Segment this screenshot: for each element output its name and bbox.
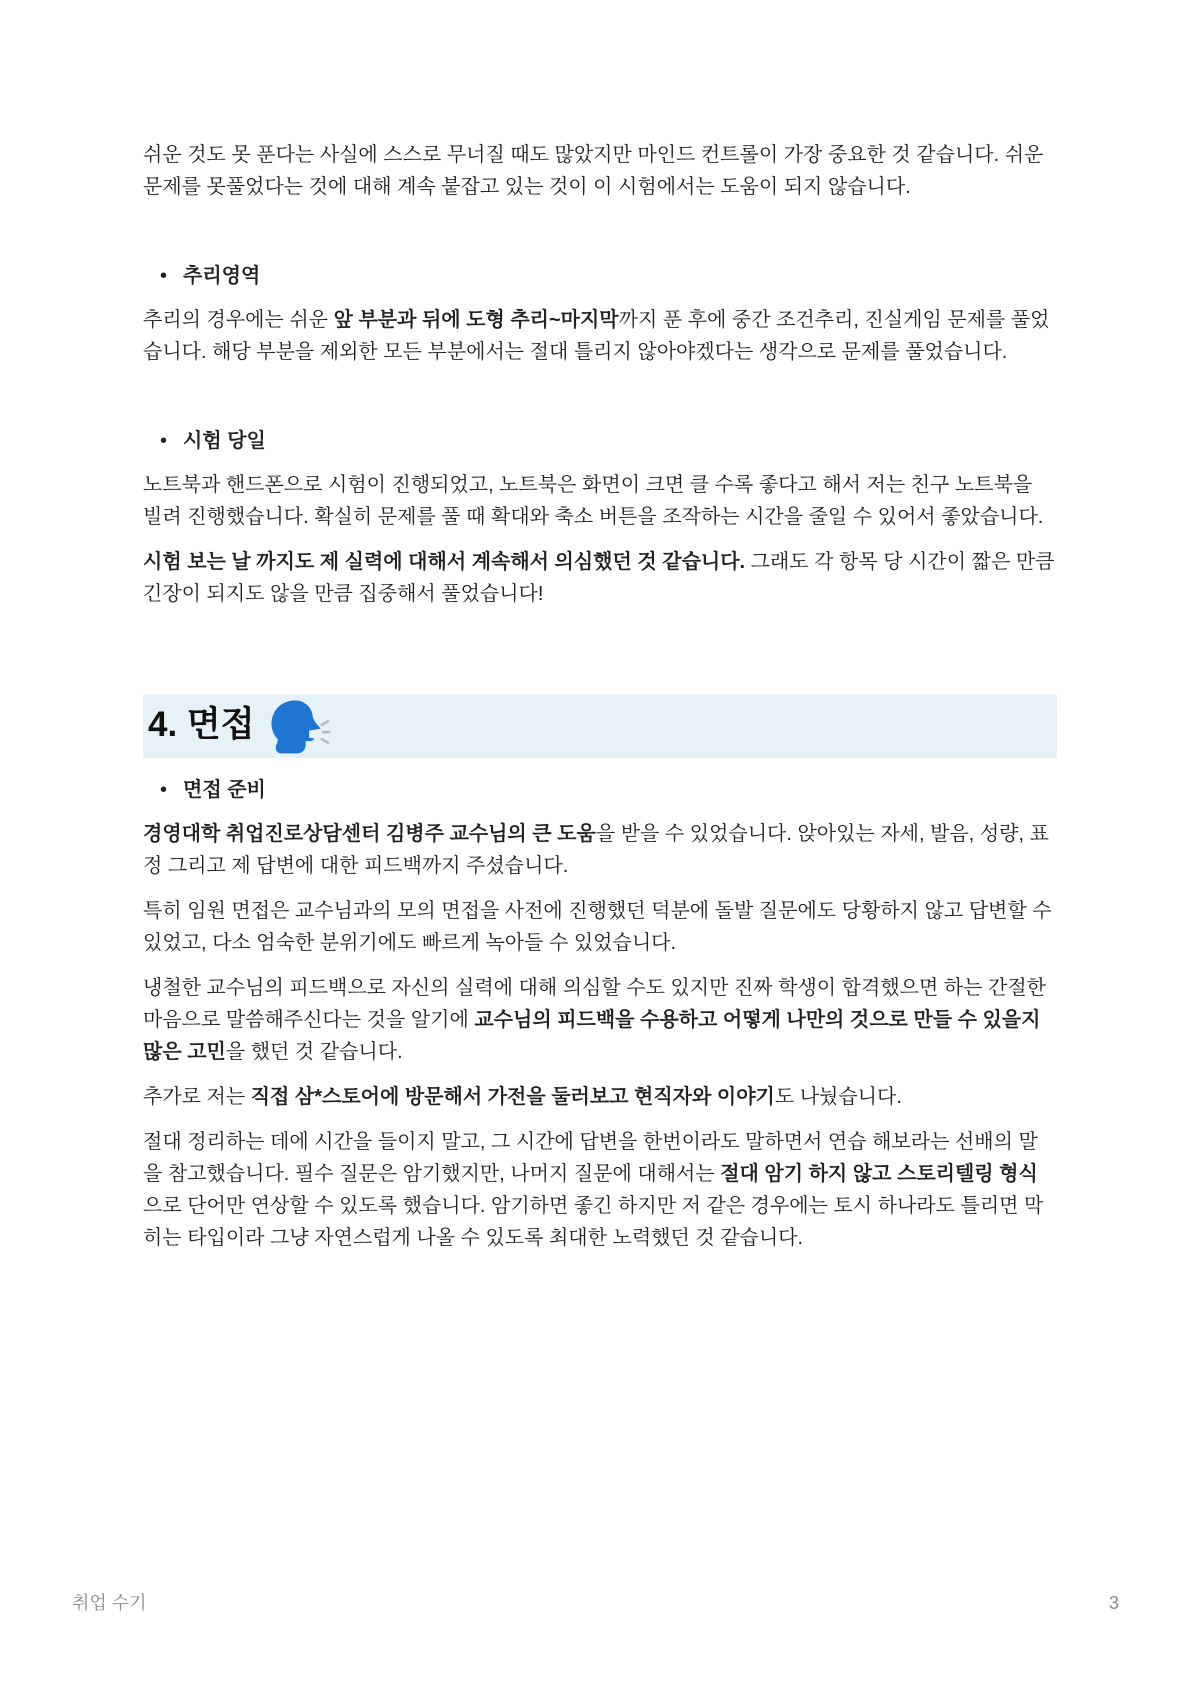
- footer-document-title: 취업 수기: [72, 1593, 147, 1613]
- paragraph-counsel-center: [143, 818, 1057, 882]
- bullet-list-interview-prep: [143, 774, 1057, 806]
- paragraph-store-visit: [143, 1081, 1057, 1113]
- paragraph-reasoning: [143, 304, 1057, 368]
- text-segment: 냉철한 교수님의 피드백으로 자신의 실력에 대해 의심할 수도 있지만 진짜 학생이 합격했으면 하는 간절한 마음으로 말씀해주신다는 것을 알기에: [143, 977, 1046, 1031]
- paragraph-laptop: [143, 469, 1057, 533]
- text-segment: 추가로 저는: [143, 1086, 251, 1108]
- paragraph-mock-interview: [143, 895, 1057, 959]
- text-segment-bold: 교수님의 피드백을 수용하고 어떻게 나만의 것으로 만들 수 있을지 많은 고민: [143, 1009, 1041, 1063]
- footer-page-number: 3: [1108, 1593, 1119, 1613]
- text-segment-bold: 절대 암기 하지 않고 스토리텔링 형식: [720, 1163, 1038, 1185]
- speaking-head-icon: [268, 698, 331, 756]
- bullet-label: 시험 당일: [183, 430, 266, 452]
- text-segment-bold: 경영대학 취업진로상담센터 김병주 교수님의 큰 도움: [143, 823, 596, 845]
- text-segment: 그래도 각 항목 당 시간이 짧은 만큼 긴장이 되지도 않을 만큼 집중해서 풀었습니다!: [143, 551, 1055, 605]
- text-segment: 으로 단어만 연상할 수 있도록 했습니다. 암기하면 좋긴 하지만 저 같은 경우에는 토시 하나라도 틀리면 막히는 타입이라 그냥 자연스럽게 나올 수 있도록 최대한 노력했던 것 같습니다.: [143, 1195, 1044, 1249]
- paragraph-mind-control: [143, 139, 1057, 203]
- paragraph-storytelling: [143, 1126, 1057, 1254]
- text-segment-bold: 앞 부분과 뒤에 도형 추리~마지막: [333, 309, 619, 331]
- text-segment: 을 받을 수 있었습니다. 앉아있는 자세, 발음, 성량, 표정 그리고 제 답변에 대한 피드백까지 주셨습니다.: [143, 823, 1049, 877]
- text-segment: 을 했던 것 같습니다.: [225, 1041, 403, 1063]
- section-heading-text: 4. 면접: [148, 705, 255, 744]
- text-segment-bold: 시험 보는 날 까지도 제 실력에 대해서 계속해서 의심했던 것 같습니다.: [143, 551, 746, 573]
- list-item-examday: [143, 425, 1057, 457]
- bullet-list-examday: [143, 425, 1057, 457]
- page-footer: [72, 1592, 1119, 1614]
- text-segment: 노트북과 핸드폰으로 시험이 진행되었고, 노트북은 화면이 크면 클 수록 좋다고 해서 저는 친구 노트북을 빌려 진행했습니다. 확실히 문제를 풀 때 확대와 축소 버튼을 조작하는 시간을 줄일 수 있어서 좋았습니다.: [143, 474, 1044, 528]
- page-content: [143, 139, 1057, 1267]
- text-segment: 쉬운 것도 못 푼다는 사실에 스스로 무너질 때도 많았지만 마인드 컨트롤이 가장 중요한 것 같습니다. 쉬운 문제를 못풀었다는 것에 대해 계속 붙잡고 있는 것이 이 시험에서는 도움이 되지 않습니다.: [143, 144, 1044, 198]
- bullet-list-reasoning: [143, 260, 1057, 292]
- text-segment: 도 나눴습니다.: [774, 1086, 902, 1108]
- list-item-reasoning: [143, 260, 1057, 292]
- bullet-label: 면접 준비: [183, 779, 266, 801]
- text-segment: 절대 정리하는 데에 시간을 들이지 말고, 그 시간에 답변을 한번이라도 말하면서 연습 해보라는 선배의 말을 참고했습니다. 필수 질문은 암기했지만, 나머지 질문에 대해서는: [143, 1131, 1038, 1185]
- text-segment: 특히 임원 면접은 교수님과의 모의 면접을 사전에 진행했던 덕분에 돌발 질문에도 당황하지 않고 답변할 수 있었고, 다소 엄숙한 분위기에도 빠르게 녹아들 수 있었습니다.: [143, 900, 1052, 954]
- section-heading-interview: [143, 694, 1057, 758]
- bullet-label: 추리영역: [183, 265, 261, 287]
- text-segment-bold: 직접 삼*스토어에 방문해서 가전을 둘러보고 현직자와 이야기: [250, 1086, 775, 1108]
- text-segment: 추리의 경우에는 쉬운: [143, 309, 334, 331]
- text-segment: 까지 푼 후에 중간 조건추리, 진실게임 문제를 풀었습니다. 해당 부분을 제외한 모든 부분에서는 절대 틀리지 않아야겠다는 생각으로 문제를 풀었습니다.: [143, 309, 1050, 363]
- paragraph-feedback: [143, 972, 1057, 1068]
- list-item-interview-prep: [143, 774, 1057, 806]
- paragraph-self-doubt: [143, 546, 1057, 610]
